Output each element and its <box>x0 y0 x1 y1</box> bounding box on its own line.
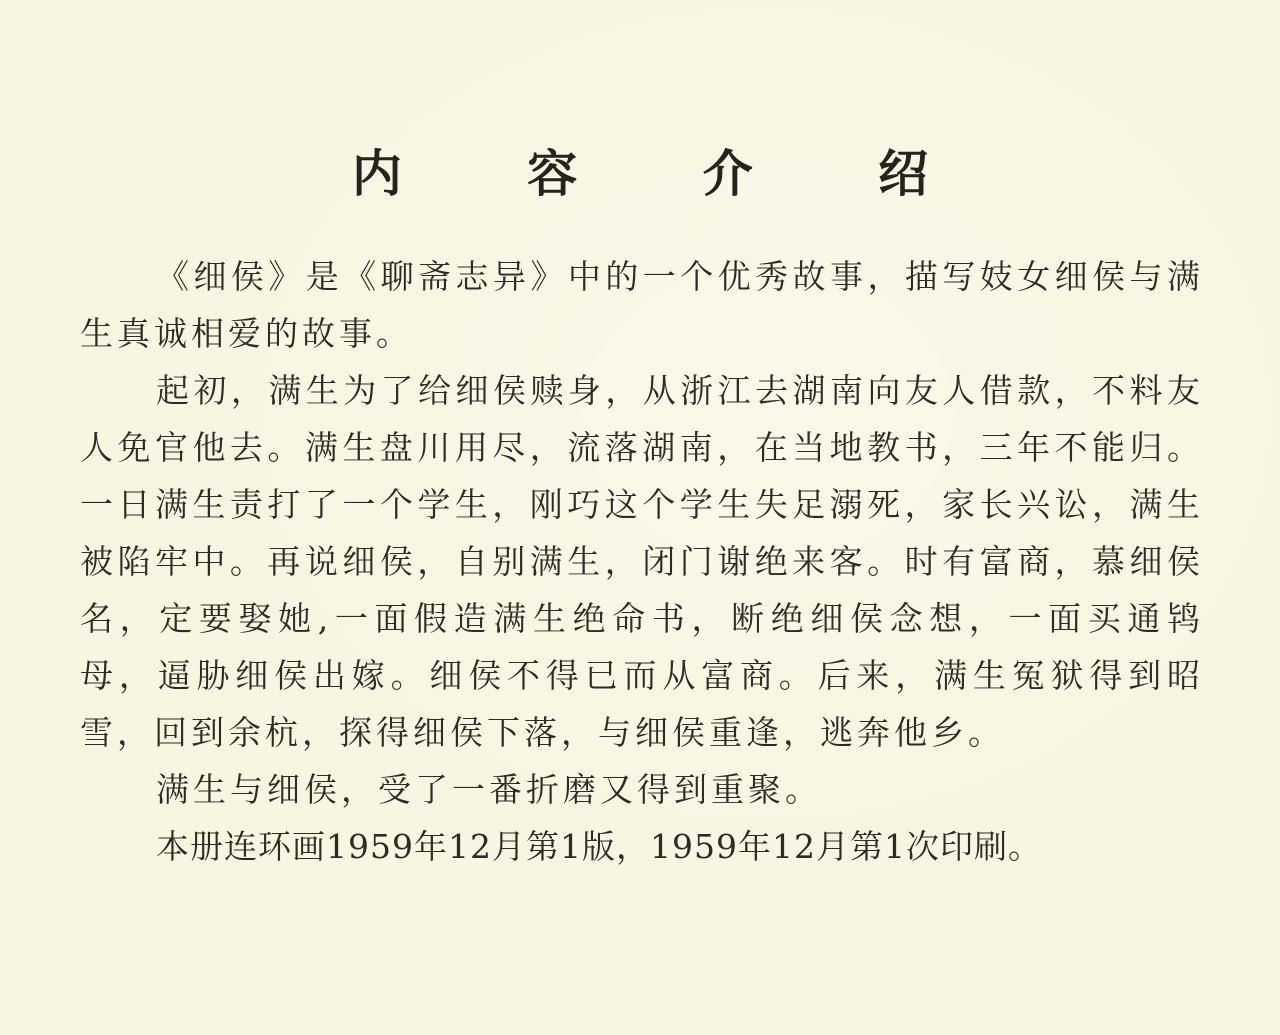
paragraph-plot: 起初，满生为了给细侯赎身，从浙江去湖南向友人借款，不料友人免官他去。满生盘川用尽，流落湖南，在当地教书，三年不能归。一日满生责打了一个学生，刚巧这个学生失足溺死，家长兴讼，满生被陷牢中。再说细侯，自别满生，闭门谢绝来客。时有富商，慕细侯名，定要娶她,一面假造满生绝命书，断绝细侯念想，一面买通鸨母，逼胁细侯出嫁。细侯不得已而从富商。后来，满生冤狱得到昭雪，回到余杭，探得细侯下落，与细侯重逢，逃奔他乡。 <box>80 371 1204 752</box>
introduction-body <box>80 248 1204 875</box>
paragraph-summary: 《细侯》是《聊斋志异》中的一个优秀故事，描写妓女细侯与满生真诚相爱的故事。 <box>80 257 1204 353</box>
paragraph-ending: 满生与细侯，受了一番折磨又得到重聚。 <box>156 770 822 809</box>
page-title: 内 容 介 绍 <box>351 144 983 203</box>
paragraph-edition-info: 本册连环画1959年12月第1版，1959年12月第1次印刷。 <box>156 827 1042 866</box>
